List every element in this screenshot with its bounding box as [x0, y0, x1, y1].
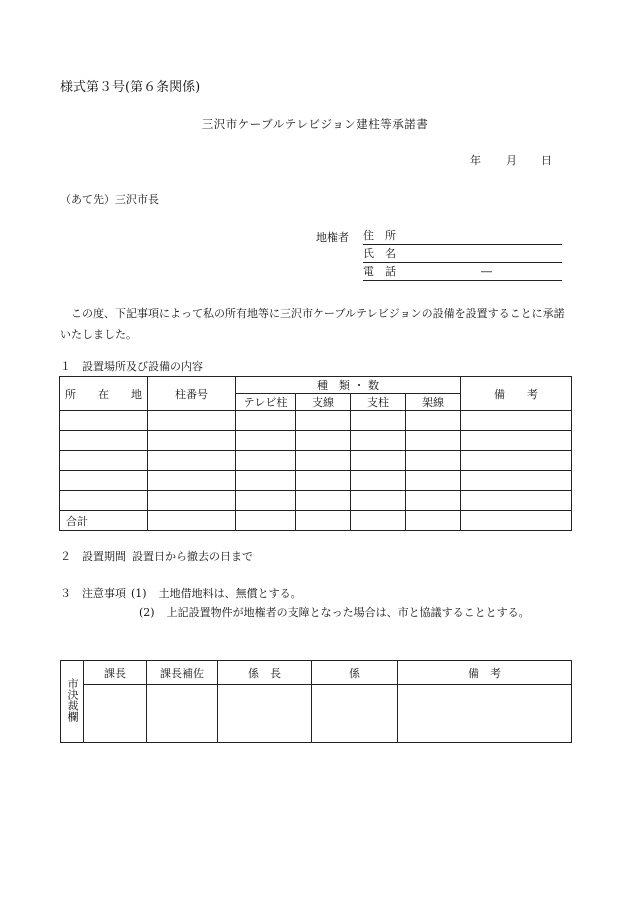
table-row[interactable]: [60, 491, 572, 511]
name-label: 氏 名: [363, 247, 396, 260]
approval-col-deputy-chief: 課長補佐: [147, 661, 218, 685]
col-type-count: 種 類 ・ 数: [236, 377, 461, 394]
address-label: 住 所: [363, 229, 396, 242]
form-number: 様式第３号(第６条関係): [60, 80, 201, 95]
table-row[interactable]: [60, 431, 572, 451]
addressee: （あて先）三沢市長: [60, 193, 159, 206]
note2-number: (2): [139, 606, 155, 619]
phone-label: 電 話: [363, 265, 396, 278]
consent-text: この度、下記事項によって私の所有地等に三沢市ケーブルテレビジョンの設備を設置することに承諾いたしました。: [60, 307, 565, 341]
approval-stamp-deputy-chief[interactable]: [147, 685, 218, 743]
section2-heading: ２ 設置期間: [60, 550, 126, 563]
section2-value: 設置日から撤去の日まで: [132, 550, 253, 563]
name-field[interactable]: [363, 248, 562, 263]
date-month-label: 月: [506, 154, 517, 167]
total-label: 合計: [60, 511, 148, 531]
approval-stamp-subsection-chief[interactable]: [218, 685, 312, 743]
table-row[interactable]: [60, 451, 572, 471]
section1-heading: １ 設置場所及び設備の内容: [60, 360, 203, 373]
col-tv-pole: テレビ柱: [236, 394, 296, 411]
col-remarks: 備 考: [461, 377, 572, 411]
date-day-label: 日: [541, 154, 552, 167]
col-support-wire: 支線: [296, 394, 351, 411]
table-row[interactable]: [60, 471, 572, 491]
col-overhead-wire: 架線: [406, 394, 461, 411]
date-year-label: 年: [470, 154, 481, 167]
section3: [60, 588, 302, 599]
section3-heading: ３ 注意事項: [60, 587, 126, 600]
note1-number: (1): [131, 587, 147, 600]
approval-col-subsection-chief: 係 長: [218, 661, 312, 685]
approval-stamp-remarks[interactable]: [398, 685, 572, 743]
phone-dash: ―: [481, 265, 492, 278]
approval-table: [60, 660, 572, 743]
total-row[interactable]: [60, 511, 572, 531]
installation-table: [59, 376, 572, 531]
document-title: 三沢市ケーブルテレビジョン建柱等承諾書: [201, 117, 429, 131]
approval-side-label: 市決裁欄: [61, 661, 84, 743]
approval-col-section-chief: 課長: [84, 661, 147, 685]
approval-stamp-staff[interactable]: [312, 685, 398, 743]
approval-col-remarks: 備 考: [398, 661, 572, 685]
phone-field[interactable]: [363, 266, 562, 281]
landowner-label: 地権者: [316, 231, 349, 244]
col-support-pole: 支柱: [351, 394, 406, 411]
approval-col-staff: 係: [312, 661, 398, 685]
col-pole-number: 柱番号: [148, 377, 236, 411]
note2-text: 上記設置物件が地権者の支障となった場合は、市と協議することとする。: [166, 606, 530, 619]
section3-item2: [139, 607, 530, 618]
address-field[interactable]: [363, 230, 562, 245]
approval-stamp-section-chief[interactable]: [84, 685, 147, 743]
section2: [60, 551, 253, 562]
col-location: 所 在 地: [60, 377, 148, 411]
table-row[interactable]: [60, 411, 572, 431]
note1-text: 土地借地料は、無償とする。: [158, 587, 302, 600]
